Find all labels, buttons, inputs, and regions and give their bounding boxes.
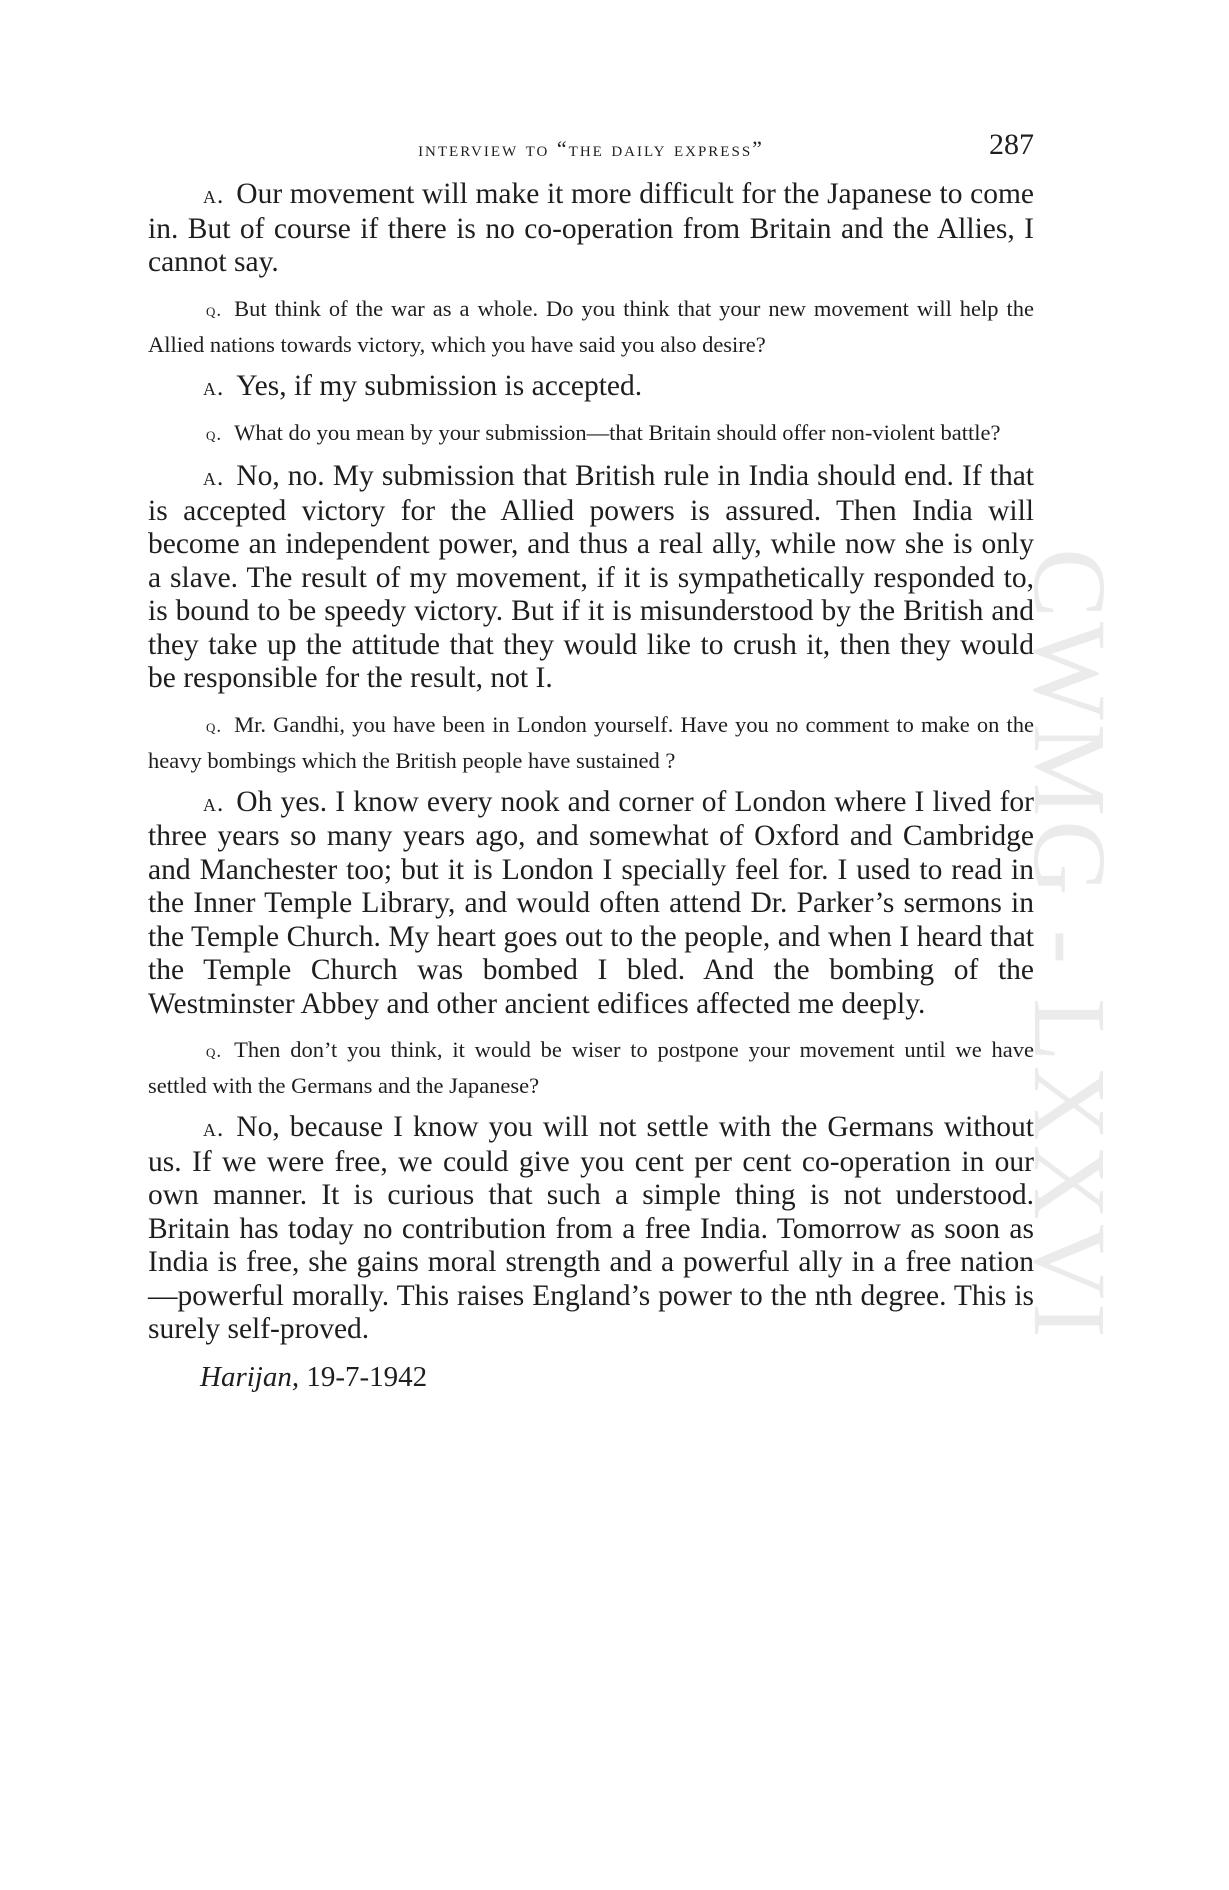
page-number: 287	[989, 128, 1034, 161]
question-paragraph	[148, 708, 1034, 778]
answer-marker: a.	[203, 373, 225, 401]
source-journal: Harijan,	[200, 1360, 300, 1393]
question-text: But think of the war as a whole. Do you think that your new movement will help the Allied nations towards victory, which you have said you also desire?	[148, 295, 1034, 357]
answer-marker: a.	[203, 1115, 225, 1142]
question-marker: q.	[206, 424, 223, 445]
answer-paragraph	[148, 1111, 1034, 1347]
answer-text: Yes, if my submission is accepted.	[236, 369, 643, 402]
answer-marker: a.	[203, 182, 225, 209]
answer-marker: a.	[203, 464, 225, 491]
answer-paragraph	[148, 178, 1034, 280]
question-paragraph	[148, 416, 1034, 452]
answer-text: No, because I know you will not settle with the Germans without us. If we were free, we could give you cent per cent co-operation in our own manner. It is curious that such a simple thing is not understood. Britain has today no contribution from a free India. Tomorrow as soon as India is free, she gains moral strength and a powerful ally in a free nation—powerful morally. This raises England’s power to the nth degree. This is surely self-proved.	[148, 1111, 1034, 1345]
question-marker: q.	[206, 715, 223, 737]
answer-paragraph	[148, 460, 1034, 696]
source-date: 19-7-1942	[306, 1360, 428, 1393]
question-marker: q.	[206, 1041, 223, 1062]
answer-text: Oh yes. I know every nook and corner of London where I lived for three years so many years ago, and somewhat of Oxford and Cambridge and Manchester too; but it is London I specially feel for. I used to read in the Inner Temple Library, and would often attend Dr. Parker’s sermons in the Temple Church. My heart goes out to the people, and when I heard that the Temple Church was bombed I bled. And the bombing of the Westminster Abbey and other ancient edifices affected me deeply.	[148, 785, 1034, 1020]
question-text: Mr. Gandhi, you have been in London yourself. Have you no comment to make on the heavy bombings which the British people have sustained ?	[148, 711, 1034, 773]
source-citation	[148, 1361, 1034, 1394]
answer-marker: a.	[203, 789, 225, 817]
answer-text: Our movement will make it more difficult for the Japanese to come in. But of course if there is no co-operation from Britain and the Allies, I cannot say.	[148, 178, 1034, 278]
answer-paragraph	[148, 786, 1034, 1022]
running-title: interview to “the daily express”	[418, 136, 764, 161]
question-text: Then don’t you think, it would be wiser to postpone your movement until we have settled with the Germans and the Japanese?	[148, 1037, 1034, 1098]
question-text: What do you mean by your submission—that Britain should offer non-violent battle?	[234, 420, 1001, 445]
answer-text: No, no. My submission that British rule in India should end. If that is accepted victory for the Allied powers is assured. Then India will become an independent power, and thus a real ally, while now she is only a slave. The result of my movement, if it is sympathetically responded to, is bound to be speedy victory. But if it is misunderstood by the British and they take up the attitude that they would like to crush it, then they would be responsible for the result, not I.	[148, 460, 1034, 694]
question-marker: q.	[206, 299, 223, 321]
question-paragraph	[148, 292, 1034, 362]
interview-text	[148, 178, 1034, 1394]
running-head	[148, 128, 1034, 168]
watermark-text: CWMG - LXXVI	[1012, 548, 1125, 1342]
question-paragraph	[148, 1033, 1034, 1103]
answer-paragraph	[148, 370, 1034, 405]
